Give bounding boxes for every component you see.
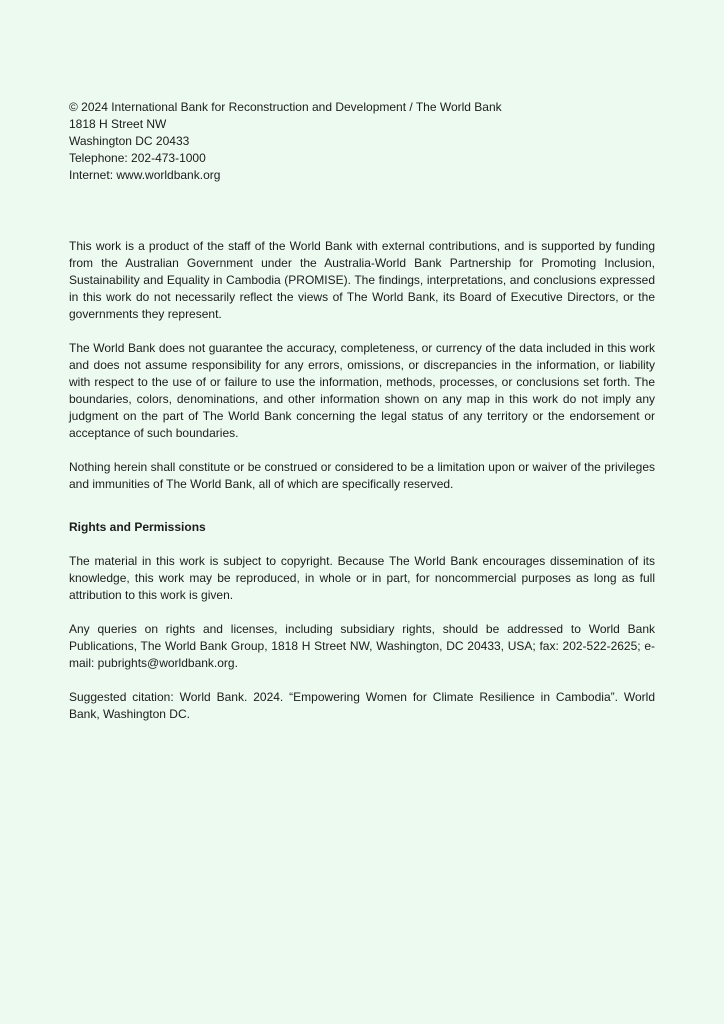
disclaimer-section: [69, 238, 655, 493]
telephone: Telephone: 202-473-1000: [69, 151, 206, 165]
rights-paragraph: The material in this work is subject to copyright. Because The World Bank encourages dissemination of its knowledge, this work may be reproduced, in whole or in part, for noncommercial purposes as long as full attribution to this work is given.: [69, 554, 655, 602]
rights-section: [69, 519, 655, 723]
copyright-line: © 2024 International Bank for Reconstruction and Development / The World Bank: [69, 100, 502, 114]
street-address: 1818 H Street NW: [69, 117, 167, 131]
city-address: Washington DC 20433: [69, 134, 190, 148]
rights-heading: Rights and Permissions: [69, 520, 206, 534]
internet-address: Internet: www.worldbank.org: [69, 168, 221, 182]
rights-paragraph: Any queries on rights and licenses, including subsidiary rights, should be addressed to World Bank Publications, The World Bank Group, 1818 H Street NW, Washington, DC 20433, USA; fax: 202-522-2625; e-mail: pubrights@worldbank.org.: [69, 622, 655, 670]
address-block: [69, 99, 655, 184]
copyright-page: [69, 99, 655, 723]
disclaimer-paragraph: This work is a product of the staff of the World Bank with external contributions, and is supported by funding from the Australian Government under the Australia-World Bank Partnership for Promoting Inclusion, Sustainability and Equality in Cambodia (PROMISE). The findings, interpretations, and conclusions expressed in this work do not necessarily reflect the views of The World Bank, its Board of Executive Directors, or the governments they represent.: [69, 239, 655, 321]
disclaimer-paragraph: Nothing herein shall constitute or be construed or considered to be a limitation upon or waiver of the privileges and immunities of The World Bank, all of which are specifically reserved.: [69, 460, 655, 491]
suggested-citation: Suggested citation: World Bank. 2024. “Empowering Women for Climate Resilience in Cambodia”. World Bank, Washington DC.: [69, 690, 655, 721]
disclaimer-paragraph: The World Bank does not guarantee the accuracy, completeness, or currency of the data included in this work and does not assume responsibility for any errors, omissions, or discrepancies in the information, or liability with respect to the use of or failure to use the information, methods, processes, or conclusions set forth. The boundaries, colors, denominations, and other information shown on any map in this work do not imply any judgment on the part of The World Bank concerning the legal status of any territory or the endorsement or acceptance of such boundaries.: [69, 341, 655, 440]
